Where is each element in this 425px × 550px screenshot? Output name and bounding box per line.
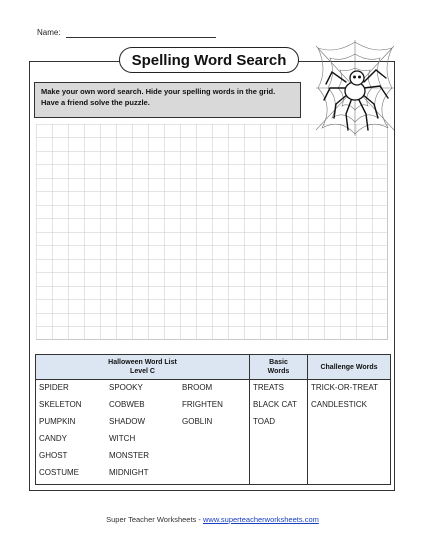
word-list-title: Halloween Word List [108,359,177,366]
word-item: SPOOKY [109,383,143,392]
word-item: COBWEB [109,400,145,409]
word-item: SPIDER [39,383,69,392]
basic-words-header-line2: Words [267,368,290,375]
footer [0,515,425,524]
basic-words-column [250,380,308,484]
word-item: PUMPKIN [39,417,76,426]
word-list-table [35,354,391,485]
word-item: SKELETON [39,400,82,409]
footer-text: Super Teacher Worksheets - [106,515,203,524]
word-item: COSTUME [39,468,79,477]
word-item: GOBLIN [182,417,213,426]
basic-words-header [250,355,308,380]
footer-link[interactable]: www.superteacherworksheets.com [202,515,319,524]
basic-word-item: BLACK CAT [253,400,297,409]
challenge-words-header: Challenge Words [308,355,390,380]
basic-words-header-line1: Basic [269,359,288,366]
spider-web-icon [316,40,394,136]
word-item: WITCH [109,434,136,443]
word-search-grid[interactable] [36,124,388,340]
word-item: BROOM [182,383,213,392]
word-item: MONSTER [109,451,149,460]
challenge-word-item: TRICK-OR-TREAT [311,383,378,392]
word-list-level: Level C [130,368,155,375]
word-list-header [36,355,250,380]
name-line[interactable] [66,37,216,38]
word-item: SHADOW [109,417,145,426]
instructions-box: Make your own word search. Hide your spelling words in the grid. Have a friend solve the puzzle. [34,82,301,118]
word-item: FRIGHTEN [182,400,223,409]
word-item: GHOST [39,451,68,460]
name-label: Name: [37,28,61,37]
word-item: MIDNIGHT [109,468,149,477]
basic-word-item: TREATS [253,383,284,392]
worksheet-title: Spelling Word Search [119,47,299,73]
word-item: CANDY [39,434,68,443]
basic-word-item: TOAD [253,417,276,426]
challenge-word-item: CANDLESTICK [311,400,368,409]
